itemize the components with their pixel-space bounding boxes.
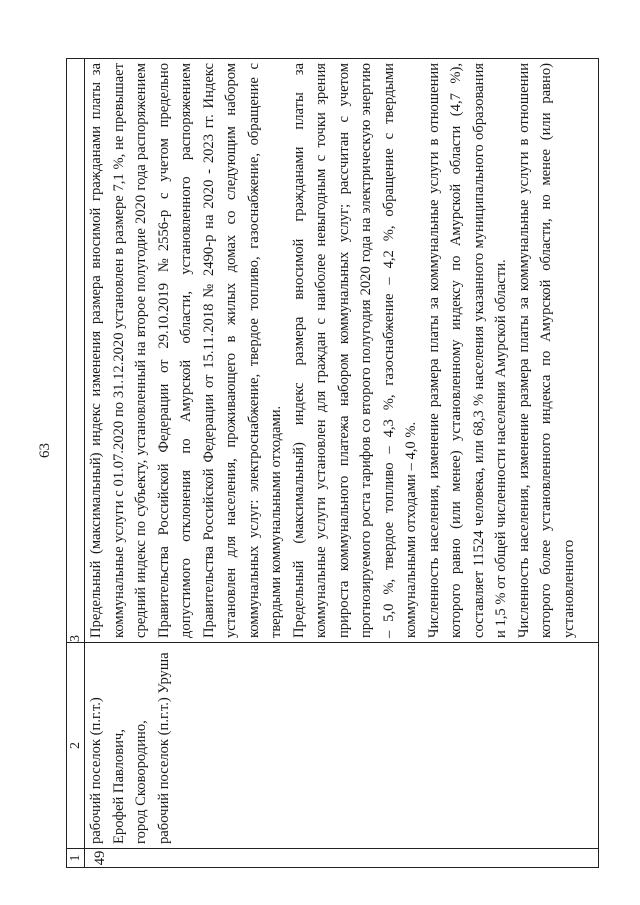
row-number: 49 [92,850,108,866]
description-cell [85,59,599,643]
locality-item: рабочий поселок (п.г.т.) Уруша [155,652,172,844]
column-header-3: 3 [67,59,85,643]
column-header-1: 1 [67,849,85,868]
locality-item: рабочий поселок (п.г.т.) Ерофей Павлович, [88,697,127,844]
localities-cell [85,643,599,849]
page-number: 63 [37,443,53,458]
data-table [66,58,599,868]
row-number-cell [85,849,599,868]
description-paragraph: Предельный (максимальный) индекс изменения размера вносимой гражданами платы за коммунальные услуги с 01.07.2020 по 31.12.2020 установлен в размере 7,1 %, не превышает средний индекс по субъекту, установленный на второе полугодие 2020 года распоряжением Правительства Российской Федерации от 29.10.2019 №2556-р с учетом предельно допустимого отклонения по Амурской области, установленного распоряжением Правительства Российской Федерации от 15.11.2018 № 2490-р на 2020 - 2023 гг. Индекс установлен для населения, проживающего в жилых домах со следующим набором коммунальных услуг: электроснабжение, твердое топливо, газоснабжение, обращение с твердыми коммунальными отходами. [88,63,284,638]
column-header-2: 2 [67,643,85,849]
description-paragraph: Численность населения, изменение размера платы за коммунальные услуги в отношении которого равно (или менее) установленному индексу по Амурской области (4,7 %), составляет 11524 человека, или 68,3 % населения указанного муниципального образования и 1,5 % от общей численности населения Амурской области. [425,63,509,638]
table-row [85,59,599,868]
locality-item: город Сковородино, [133,720,149,844]
description-paragraph: Численность населения, изменение размера платы за коммунальные услуги в отношении которого более установленного индекса по Амурской области, но менее (или равно) установленного [515,63,577,638]
table-header-row [67,59,85,868]
rotated-table-container [66,58,594,868]
description-paragraph: Предельный (максимальный) индекс размера вносимой гражданами платы за коммунальные услуги установлен для граждан с наиболее невыгодным с точки зрения прироста коммунального платежа набором коммунальных услуг; рассчитан с учетом прогнозируемого роста тарифов со второго полугодия 2020 года на электрическую энергию – 5,0 %, твердое топливо – 4,3 %, газоснабжение – 4,2 %, обращение с твердыми коммунальными отходами – 4,0 %. [290,63,419,638]
